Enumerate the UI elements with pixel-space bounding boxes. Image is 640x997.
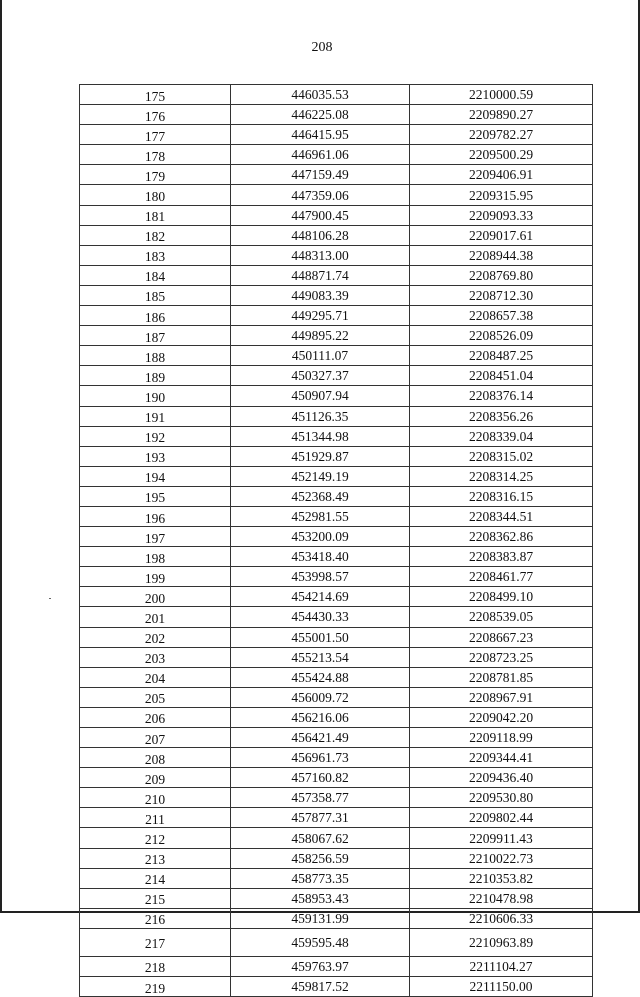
- y-coordinate-cell: 2209530.80: [410, 788, 593, 808]
- table-row: [80, 848, 593, 868]
- x-coordinate-cell: 450327.37: [231, 366, 410, 386]
- x-coordinate-cell: 452368.49: [231, 486, 410, 506]
- point-number-cell: 180: [80, 185, 231, 205]
- y-coordinate-cell: 2208362.86: [410, 527, 593, 547]
- x-coordinate-cell: 458067.62: [231, 828, 410, 848]
- point-number-cell: 200: [80, 587, 231, 607]
- x-coordinate-cell: 447359.06: [231, 185, 410, 205]
- table-row: [80, 165, 593, 185]
- table-row: [80, 466, 593, 486]
- x-coordinate-cell: 446225.08: [231, 105, 410, 125]
- table-row: [80, 707, 593, 727]
- x-coordinate-cell: 456009.72: [231, 687, 410, 707]
- x-coordinate-cell: 446035.53: [231, 85, 410, 105]
- y-coordinate-cell: 2208944.38: [410, 245, 593, 265]
- table-row: [80, 587, 593, 607]
- x-coordinate-cell: 449295.71: [231, 306, 410, 326]
- x-coordinate-cell: 459131.99: [231, 908, 410, 928]
- table-row: [80, 105, 593, 125]
- y-coordinate-cell: 2209118.99: [410, 728, 593, 748]
- x-coordinate-cell: 457877.31: [231, 808, 410, 828]
- x-coordinate-cell: 450111.07: [231, 346, 410, 366]
- point-number-cell: 187: [80, 326, 231, 346]
- y-coordinate-cell: 2208499.10: [410, 587, 593, 607]
- table-row: [80, 85, 593, 105]
- point-number-cell: 184: [80, 265, 231, 285]
- point-number-cell: 193: [80, 446, 231, 466]
- table-row: [80, 687, 593, 707]
- table-row: [80, 346, 593, 366]
- x-coordinate-cell: 451344.98: [231, 426, 410, 446]
- point-number-cell: 183: [80, 245, 231, 265]
- x-coordinate-cell: 455424.88: [231, 667, 410, 687]
- y-coordinate-cell: 2208526.09: [410, 326, 593, 346]
- x-coordinate-cell: 450907.94: [231, 386, 410, 406]
- table-row: [80, 977, 593, 997]
- point-number-cell: 214: [80, 868, 231, 888]
- y-coordinate-cell: 2211104.27: [410, 956, 593, 976]
- table-row: [80, 728, 593, 748]
- x-coordinate-cell: 453200.09: [231, 527, 410, 547]
- y-coordinate-cell: 2208723.25: [410, 647, 593, 667]
- point-number-cell: 192: [80, 426, 231, 446]
- point-number-cell: 197: [80, 527, 231, 547]
- point-number-cell: 178: [80, 145, 231, 165]
- table-row: [80, 956, 593, 976]
- point-number-cell: 190: [80, 386, 231, 406]
- table-row: [80, 446, 593, 466]
- y-coordinate-cell: 2208339.04: [410, 426, 593, 446]
- table-row: [80, 828, 593, 848]
- x-coordinate-cell: 459595.48: [231, 928, 410, 956]
- x-coordinate-cell: 447900.45: [231, 205, 410, 225]
- point-number-cell: 196: [80, 506, 231, 526]
- table-row: [80, 366, 593, 386]
- y-coordinate-cell: 2208539.05: [410, 607, 593, 627]
- y-coordinate-cell: 2208967.91: [410, 687, 593, 707]
- table-row: [80, 125, 593, 145]
- coordinates-table: [79, 84, 593, 997]
- table-row: [80, 808, 593, 828]
- y-coordinate-cell: 2209315.95: [410, 185, 593, 205]
- y-coordinate-cell: 2211150.00: [410, 977, 593, 997]
- y-coordinate-cell: 2208314.25: [410, 466, 593, 486]
- x-coordinate-cell: 453998.57: [231, 567, 410, 587]
- x-coordinate-cell: 449083.39: [231, 285, 410, 305]
- x-coordinate-cell: 458953.43: [231, 888, 410, 908]
- y-coordinate-cell: 2208315.02: [410, 446, 593, 466]
- point-number-cell: 213: [80, 848, 231, 868]
- point-number-cell: 205: [80, 687, 231, 707]
- point-number-cell: 209: [80, 768, 231, 788]
- point-number-cell: 195: [80, 486, 231, 506]
- point-number-cell: 206: [80, 707, 231, 727]
- table-row: [80, 285, 593, 305]
- x-coordinate-cell: 452981.55: [231, 506, 410, 526]
- y-coordinate-cell: 2208376.14: [410, 386, 593, 406]
- point-number-cell: 202: [80, 627, 231, 647]
- point-number-cell: 194: [80, 466, 231, 486]
- x-coordinate-cell: 459763.97: [231, 956, 410, 976]
- y-coordinate-cell: 2208461.77: [410, 567, 593, 587]
- x-coordinate-cell: 458256.59: [231, 848, 410, 868]
- y-coordinate-cell: 2208712.30: [410, 285, 593, 305]
- y-coordinate-cell: 2208356.26: [410, 406, 593, 426]
- x-coordinate-cell: 453418.40: [231, 547, 410, 567]
- table-row: [80, 627, 593, 647]
- point-number-cell: 188: [80, 346, 231, 366]
- x-coordinate-cell: 448871.74: [231, 265, 410, 285]
- point-number-cell: 217: [80, 928, 231, 956]
- x-coordinate-cell: 446415.95: [231, 125, 410, 145]
- table-row: [80, 145, 593, 165]
- x-coordinate-cell: 455001.50: [231, 627, 410, 647]
- table-row: [80, 888, 593, 908]
- y-coordinate-cell: 2210963.89: [410, 928, 593, 956]
- point-number-cell: 185: [80, 285, 231, 305]
- x-coordinate-cell: 449895.22: [231, 326, 410, 346]
- table-row: [80, 928, 593, 956]
- table-row: [80, 567, 593, 587]
- y-coordinate-cell: 2209406.91: [410, 165, 593, 185]
- table-row: [80, 265, 593, 285]
- table-row: [80, 607, 593, 627]
- point-number-cell: 201: [80, 607, 231, 627]
- y-coordinate-cell: 2208657.38: [410, 306, 593, 326]
- y-coordinate-cell: 2209042.20: [410, 707, 593, 727]
- y-coordinate-cell: 2208667.23: [410, 627, 593, 647]
- x-coordinate-cell: 448313.00: [231, 245, 410, 265]
- point-number-cell: 219: [80, 977, 231, 997]
- point-number-cell: 203: [80, 647, 231, 667]
- y-coordinate-cell: 2209500.29: [410, 145, 593, 165]
- table-row: [80, 245, 593, 265]
- table-row: [80, 506, 593, 526]
- point-number-cell: 211: [80, 808, 231, 828]
- x-coordinate-cell: 451126.35: [231, 406, 410, 426]
- table-row: [80, 768, 593, 788]
- stray-mark: [49, 598, 51, 599]
- y-coordinate-cell: 2209436.40: [410, 768, 593, 788]
- point-number-cell: 179: [80, 165, 231, 185]
- table-row: [80, 185, 593, 205]
- y-coordinate-cell: 2208451.04: [410, 366, 593, 386]
- y-coordinate-cell: 2209782.27: [410, 125, 593, 145]
- point-number-cell: 189: [80, 366, 231, 386]
- y-coordinate-cell: 2209093.33: [410, 205, 593, 225]
- y-coordinate-cell: 2210353.82: [410, 868, 593, 888]
- table-row: [80, 205, 593, 225]
- y-coordinate-cell: 2208316.15: [410, 486, 593, 506]
- point-number-cell: 207: [80, 728, 231, 748]
- x-coordinate-cell: 447159.49: [231, 165, 410, 185]
- point-number-cell: 181: [80, 205, 231, 225]
- y-coordinate-cell: 2208383.87: [410, 547, 593, 567]
- table-row: [80, 426, 593, 446]
- x-coordinate-cell: 452149.19: [231, 466, 410, 486]
- y-coordinate-cell: 2210478.98: [410, 888, 593, 908]
- point-number-cell: 212: [80, 828, 231, 848]
- point-number-cell: 204: [80, 667, 231, 687]
- point-number-cell: 216: [80, 908, 231, 928]
- x-coordinate-cell: 446961.06: [231, 145, 410, 165]
- table-row: [80, 225, 593, 245]
- x-coordinate-cell: 456216.06: [231, 707, 410, 727]
- x-coordinate-cell: 456421.49: [231, 728, 410, 748]
- point-number-cell: 215: [80, 888, 231, 908]
- point-number-cell: 175: [80, 85, 231, 105]
- point-number-cell: 208: [80, 748, 231, 768]
- x-coordinate-cell: 454430.33: [231, 607, 410, 627]
- x-coordinate-cell: 456961.73: [231, 748, 410, 768]
- x-coordinate-cell: 459817.52: [231, 977, 410, 997]
- x-coordinate-cell: 454214.69: [231, 587, 410, 607]
- table-row: [80, 406, 593, 426]
- x-coordinate-cell: 458773.35: [231, 868, 410, 888]
- point-number-cell: 191: [80, 406, 231, 426]
- table-row: [80, 908, 593, 928]
- y-coordinate-cell: 2208769.80: [410, 265, 593, 285]
- table-row: [80, 667, 593, 687]
- y-coordinate-cell: 2209017.61: [410, 225, 593, 245]
- x-coordinate-cell: 451929.87: [231, 446, 410, 466]
- table-row: [80, 326, 593, 346]
- y-coordinate-cell: 2210606.33: [410, 908, 593, 928]
- point-number-cell: 182: [80, 225, 231, 245]
- x-coordinate-cell: 457358.77: [231, 788, 410, 808]
- table-row: [80, 748, 593, 768]
- point-number-cell: 186: [80, 306, 231, 326]
- y-coordinate-cell: 2209802.44: [410, 808, 593, 828]
- y-coordinate-cell: 2208487.25: [410, 346, 593, 366]
- table-row: [80, 386, 593, 406]
- table-row: [80, 647, 593, 667]
- point-number-cell: 210: [80, 788, 231, 808]
- table-row: [80, 868, 593, 888]
- y-coordinate-cell: 2209890.27: [410, 105, 593, 125]
- point-number-cell: 199: [80, 567, 231, 587]
- page-number: 208: [311, 40, 333, 55]
- y-coordinate-cell: 2208344.51: [410, 506, 593, 526]
- y-coordinate-cell: 2208781.85: [410, 667, 593, 687]
- table-row: [80, 788, 593, 808]
- y-coordinate-cell: 2209344.41: [410, 748, 593, 768]
- table-row: [80, 547, 593, 567]
- table-row: [80, 486, 593, 506]
- point-number-cell: 198: [80, 547, 231, 567]
- x-coordinate-cell: 455213.54: [231, 647, 410, 667]
- point-number-cell: 176: [80, 105, 231, 125]
- y-coordinate-cell: 2210022.73: [410, 848, 593, 868]
- y-coordinate-cell: 2210000.59: [410, 85, 593, 105]
- x-coordinate-cell: 457160.82: [231, 768, 410, 788]
- point-number-cell: 177: [80, 125, 231, 145]
- coordinates-table-body: [80, 85, 593, 997]
- point-number-cell: 218: [80, 956, 231, 976]
- table-row: [80, 527, 593, 547]
- y-coordinate-cell: 2209911.43: [410, 828, 593, 848]
- x-coordinate-cell: 448106.28: [231, 225, 410, 245]
- table-row: [80, 306, 593, 326]
